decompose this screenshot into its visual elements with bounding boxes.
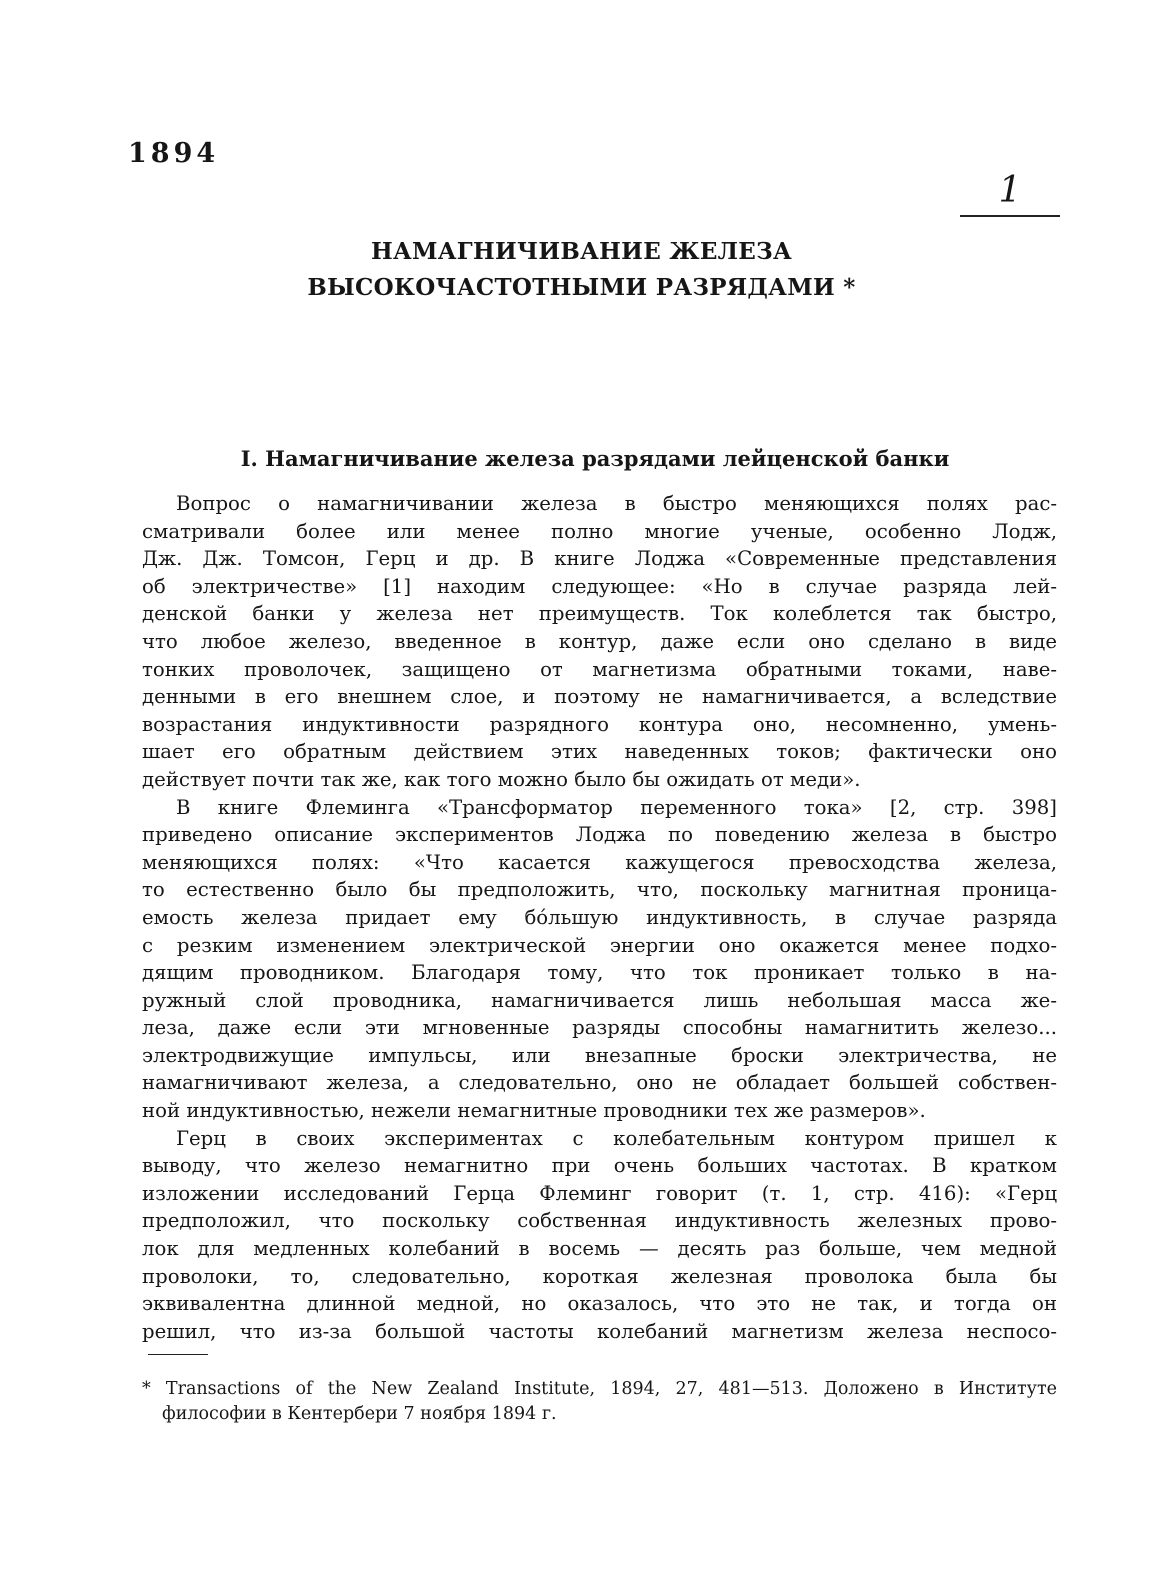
body-text xyxy=(142,490,1057,1345)
title-line: ВЫСОКОЧАСТОТНЫМИ РАЗРЯДАМИ * xyxy=(307,274,856,301)
footnote-line: * Transactions of the New Zealand Institute, 1894, 27, 481—513. Доложено в Институте xyxy=(142,1379,1057,1399)
title-line: НАМАГНИЧИВАНИЕ ЖЕЛЕЗА xyxy=(370,238,793,265)
text-line: проволоки, то, следовательно, короткая железная проволока была бы xyxy=(142,1264,1057,1288)
article-title xyxy=(0,234,1163,306)
text-line: ной индуктивностью, нежели немагнитные проводники тех же размеров». xyxy=(142,1099,926,1123)
chapter-number-rule xyxy=(960,215,1060,217)
text-line: Дж. Дж. Томсон, Герц и др. В книге Лоджа «Современные представления xyxy=(142,547,1057,571)
text-line: тонких проволочек, защищено от магнетизма обратными токами, наве- xyxy=(142,657,1057,681)
text-line: лок для медленных колебаний в восемь — десять раз больше, чем медной xyxy=(142,1237,1057,1261)
text-line: изложении исследований Герца Флеминг говорит (т. 1, стр. 416): «Герц xyxy=(142,1181,1057,1205)
chapter-number: 1 xyxy=(998,170,1022,211)
text-line: Герц в своих экспериментах с колебательным контуром пришел к xyxy=(176,1126,1057,1150)
text-line: емость железа придает ему бо́льшую индуктивность, в случае разряда xyxy=(142,905,1057,929)
text-line: электродвижущие импульсы, или внезапные броски электричества, не xyxy=(142,1043,1057,1067)
footnote xyxy=(142,1377,1057,1427)
text-line: намагничивают железа, а следовательно, оно не обладает большей собствен- xyxy=(142,1071,1057,1095)
section-heading: I. Намагничивание железа разрядами лейценской банки xyxy=(240,446,950,471)
text-line: с резким изменением электрической энергии оно окажется менее подхо- xyxy=(142,933,1057,957)
text-line: леза, даже если эти мгновенные разряды способны намагнитить железо... xyxy=(142,1016,1057,1040)
text-line: денными в его внешнем слое, и поэтому не намагничивается, а вследствие xyxy=(142,685,1057,709)
text-line: шает его обратным действием этих наведенных токов; фактически оно xyxy=(142,740,1057,764)
text-line: денской банки у железа нет преимуществ. Ток колеблется так быстро, xyxy=(142,602,1057,626)
text-line: приведено описание экспериментов Лоджа по поведению железа в быстро xyxy=(142,823,1057,847)
text-line: об электричестве» [1] находим следующее: «Но в случае разряда лей- xyxy=(142,574,1057,598)
text-line: ружный слой проводника, намагничивается лишь небольшая масса же- xyxy=(142,988,1057,1012)
text-line: что любое железо, введенное в контур, даже если оно сделано в виде xyxy=(142,629,1057,653)
text-line: дящим проводником. Благодаря тому, что ток проникает только в на- xyxy=(142,961,1057,985)
text-line: предположил, что поскольку собственная индуктивность железных прово- xyxy=(142,1209,1057,1233)
footnote-rule xyxy=(148,1354,208,1355)
text-line: то естественно было бы предположить, что, поскольку магнитная проница- xyxy=(142,878,1057,902)
text-line: решил, что из-за большой частоты колебаний магнетизм железа неспосо- xyxy=(142,1319,1057,1343)
text-line: возрастания индуктивности разрядного контура оно, несомненно, умень- xyxy=(142,712,1057,736)
text-line: меняющихся полях: «Что касается кажущегося превосходства железа, xyxy=(142,850,1057,874)
text-line: действует почти так же, как того можно было бы ожидать от меди». xyxy=(142,767,861,791)
page-year: 1894 xyxy=(128,138,220,169)
text-line: Вопрос о намагничивании железа в быстро меняющихся полях рас- xyxy=(176,492,1057,515)
text-line: выводу, что железо немагнитно при очень больших частотах. В кратком xyxy=(142,1154,1057,1178)
text-line: В книге Флеминга «Трансформатор переменного тока» [2, стр. 398] xyxy=(176,795,1057,819)
text-line: эквивалентна длинной медной, но оказалось, что это не так, и тогда он xyxy=(142,1292,1057,1316)
footnote-line: философии в Кентербери 7 ноября 1894 г. xyxy=(162,1404,557,1424)
text-line: сматривали более или менее полно многие ученые, особенно Лодж, xyxy=(142,519,1057,543)
